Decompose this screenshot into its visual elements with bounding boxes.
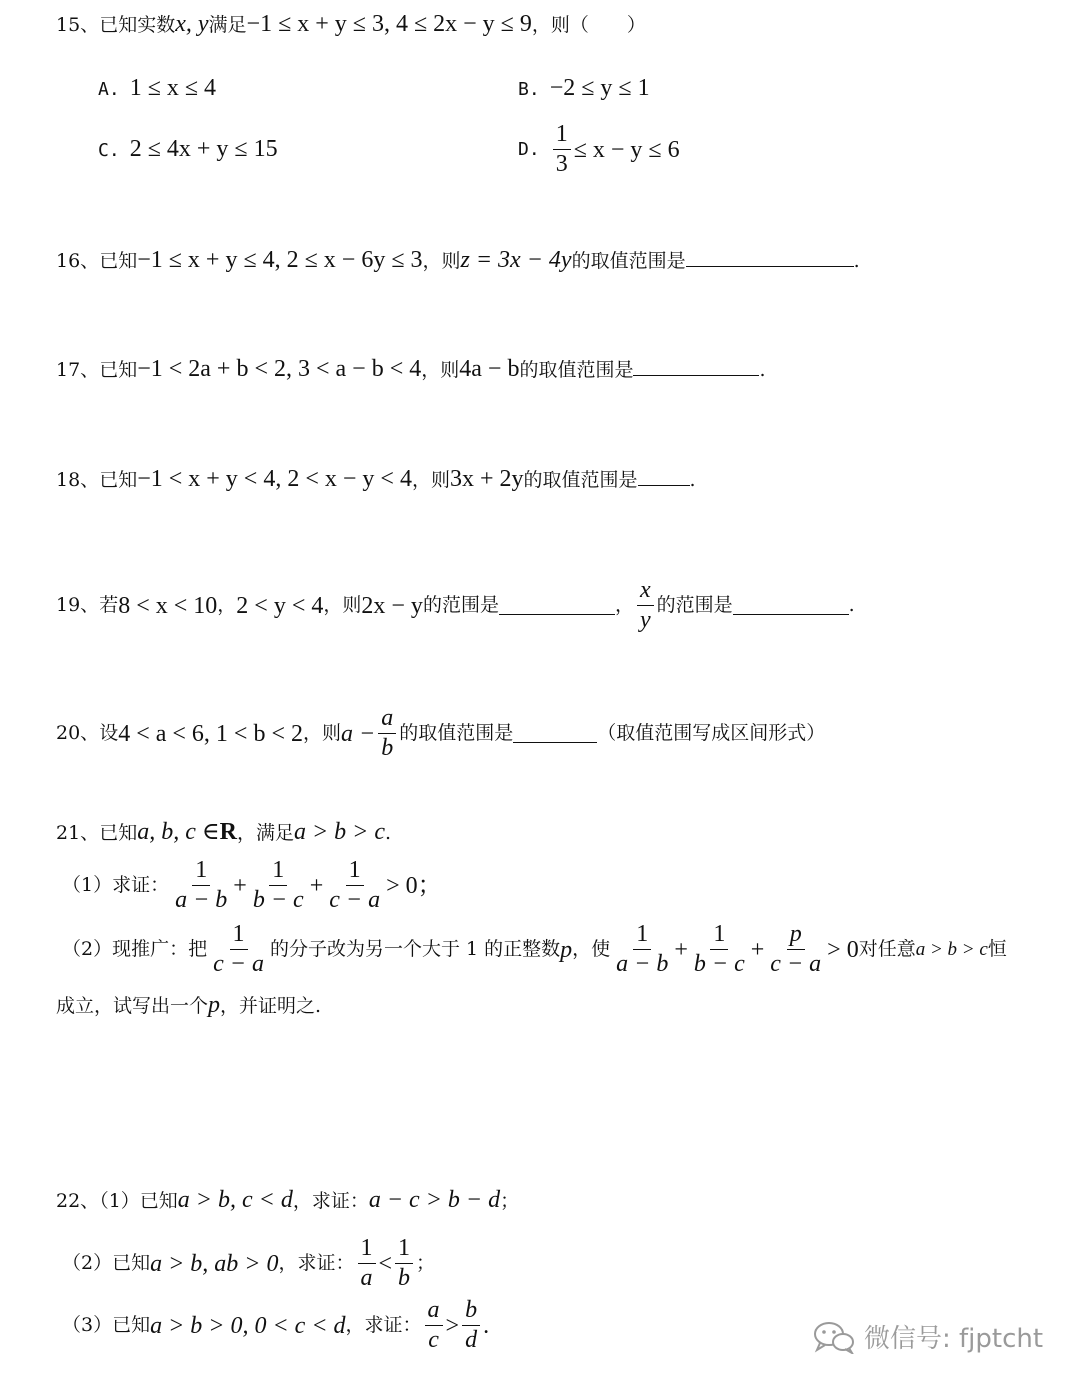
q15-option-b: B. −2 ≤ y ≤ 1 [518, 75, 650, 101]
wechat-icon [812, 1320, 856, 1354]
q22-part1: 22、（1）已知a > b, c < d，求证：a − c > b − d； [56, 1187, 520, 1213]
fraction: $\frac{x}{y}$ [637, 578, 654, 633]
fraction: $\frac{b}{d}$ [462, 1298, 480, 1353]
fraction: $\frac{1}{b}$ [395, 1236, 413, 1291]
q15-option-c: C. 2 ≤ 4x + y ≤ 15 [98, 136, 278, 162]
q19-stem: 19、 若 8 < x < 10 ， 2 < y < 4 ，则 2x − y 的范围是 ， $\frac{x}{y}$ 的范围是 . [56, 577, 855, 634]
watermark-label: 微信号: fjptcht [864, 1324, 1044, 1354]
q15-stem: 15、已知实数x, y满足−1 ≤ x + y ≤ 3, 4 ≤ 2x − y ≤ 9，则（ ） [56, 11, 646, 37]
q15-option-d: D. $\frac{1}{3}$ ≤ x − y ≤ 6 [518, 121, 680, 178]
answer-blank[interactable] [513, 724, 597, 743]
q21-part2-cont: 成立，试写出一个p，并证明之. [56, 992, 322, 1018]
fraction: $\frac{a}{b}$ [378, 706, 396, 761]
q21-part1: （1）求证： $\frac{1}{a - b}$ + $\frac{1}{b - c}$ + $\frac{1}{c - a}$ > 0； [62, 857, 442, 914]
answer-blank[interactable] [733, 596, 849, 615]
q15-option-a: A. 1 ≤ x ≤ 4 [98, 75, 217, 101]
q17-stem: 17、已知−1 < 2a + b < 2, 3 < a − b < 4，则4a − b的取值范围是 . [56, 356, 766, 382]
fraction: $\frac{1}{c - a}$ [329, 857, 381, 914]
answer-blank[interactable] [686, 248, 854, 267]
fraction: $\frac{1}{a - b}$ [175, 857, 228, 914]
fraction: $\frac{1}{a - b}$ [616, 921, 669, 978]
answer-blank[interactable] [633, 357, 759, 376]
watermark [812, 1318, 1043, 1355]
fraction: $\frac{1}{b - c}$ [693, 921, 745, 978]
fraction: $\frac{p}{c - a}$ [770, 921, 822, 978]
answer-blank[interactable] [638, 467, 690, 486]
q20-stem: 20、 设 4 < a < 6, 1 < b < 2 ，则 a − $\frac{a}{b}$ 的取值范围是 （取值范围写成区间形式） [56, 705, 826, 762]
q16-stem: 16、已知−1 ≤ x + y ≤ 4, 2 ≤ x − 6y ≤ 3，则z = 3x − 4y的取值范围是 . [56, 247, 860, 273]
fraction: $\frac{a}{c}$ [425, 1298, 443, 1353]
q22-part2: （2）已知 a > b, ab > 0 ，求证： $\frac{1}{a}$ < $\frac{1}{b}$ ； [62, 1235, 436, 1292]
fraction: $\frac{1}{b - c}$ [252, 857, 304, 914]
q18-stem: 18、已知−1 < x + y < 4, 2 < x − y < 4，则3x + 2y的取值范围是 . [56, 466, 696, 492]
fraction: $\frac{1}{a}$ [358, 1236, 376, 1291]
q22-part3: （3）已知 a > b > 0, 0 < c < d ，求证： $\frac{a}{c}$ > $\frac{b}{d}$ . [62, 1297, 490, 1354]
fraction: $\frac{1}{c - a}$ [213, 921, 264, 978]
fraction: $\frac{1}{3}$ [553, 122, 571, 177]
q21-stem: 21、已知a, b, c ∈R，满足a > b > c. [56, 819, 392, 845]
answer-blank[interactable] [499, 596, 615, 615]
q21-part2: （2）现推广：把 $\frac{1}{c - a}$ 的分子改为另一个大于 1 的正整数 p ，使 $\frac{1}{a - b}$ + $\frac{1}{b - c}$ + $\frac{p}{c - a}$ > 0 对任意 a > b > c 恒 [62, 921, 1007, 978]
